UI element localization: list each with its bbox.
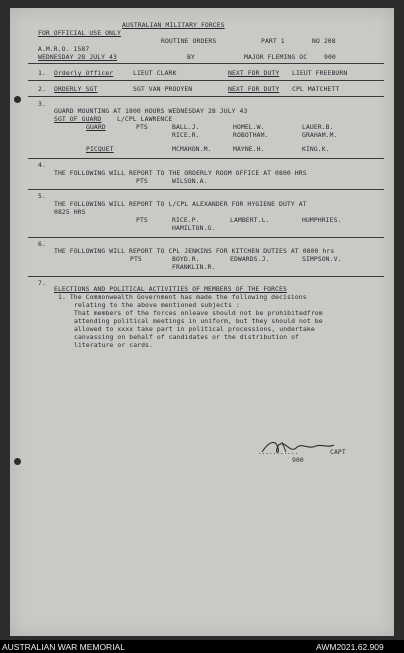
- body-line: allowed to xxxx take part in political processions, undertake: [74, 325, 315, 333]
- body-line: attending political meetings in uniform, but they should not be: [74, 317, 323, 325]
- classification: FOR OFFICIAL USE ONLY: [38, 29, 121, 37]
- divider: [28, 237, 384, 238]
- divider: [28, 276, 384, 277]
- item-text: 0825 HRS: [54, 208, 86, 216]
- doc-type: ROUTINE ORDERS: [161, 37, 217, 45]
- punch-hole: [14, 96, 21, 103]
- item-text: THE FOLLOWING WILL REPORT TO THE ORDERLY ROOM OFFICE AT 0800 HRS: [54, 169, 307, 177]
- body-line: That members of the forces onleave should not be prohibitedfrom: [74, 309, 323, 317]
- assigned-name: EDWARDS.J.: [230, 255, 270, 263]
- duty-role: Orderly Officer: [54, 69, 114, 77]
- next-for-duty-label: NEXT FOR DUTY: [228, 69, 280, 77]
- pts-label: PTS: [136, 216, 148, 224]
- guard-name: HOMEL.W.: [233, 123, 265, 131]
- assigned-name: HAMILTON.G.: [172, 224, 216, 232]
- pts-label: PTS: [136, 123, 148, 131]
- pts-label: PTS: [136, 177, 148, 185]
- guard-name: LAUER.B.: [302, 123, 334, 131]
- picquet-name: MAYNE.H.: [233, 145, 265, 153]
- org-title: AUSTRALIAN MILITARY FORCES: [122, 21, 225, 29]
- duty-role: ORDERLY SGT: [54, 85, 98, 93]
- guard-name: GRAHAM.M.: [302, 131, 338, 139]
- pts-label: PTS: [130, 255, 142, 263]
- signatory-rank: CAPT: [330, 448, 346, 456]
- date-line: WEDNESDAY 28 JULY 43: [38, 53, 117, 61]
- item-number: 1.: [38, 69, 46, 77]
- item-number: 2.: [38, 85, 46, 93]
- item-number: 6.: [38, 240, 46, 248]
- body-line: canvassing on behalf of candidates or the distribution of: [74, 333, 300, 341]
- signature-dots: ...........: [258, 448, 299, 456]
- item-number: 5.: [38, 192, 46, 200]
- next-duty-name: LIEUT FREEBURN: [292, 69, 348, 77]
- amro-reference: A.M.R.O. 1587: [38, 45, 90, 53]
- divider: [28, 96, 384, 97]
- guard-name: RICE.R.: [172, 131, 200, 139]
- divider: [28, 63, 384, 64]
- body-line: 1. The Commonwealth Government has made the following decisions: [58, 293, 307, 301]
- sgt-of-guard-name: L/CPL LAWRENCE: [117, 115, 173, 123]
- next-duty-name: CPL MATCHETT: [292, 85, 340, 93]
- guard-mounting-intro: GUARD MOUNTING AT 1800 HOURS WEDNESDAY 28 JULY 43: [54, 107, 248, 115]
- duty-name: LIEUT CLARK: [133, 69, 177, 77]
- part: PART 1: [261, 37, 285, 45]
- picquet-name: MCMAHON.M.: [172, 145, 212, 153]
- assigned-name: HUMPHRIES.: [302, 216, 342, 224]
- assigned-name: RICE.P.: [172, 216, 200, 224]
- body-line: relating to the above mentioned subjects :: [74, 301, 240, 309]
- authority: MAJOR FLEMING OC: [244, 53, 308, 61]
- next-for-duty-label: NEXT FOR DUTY: [228, 85, 280, 93]
- sgt-of-guard-label: SGT OF GUARD: [54, 115, 102, 123]
- body-line: literature or cards.: [74, 341, 153, 349]
- guard-label: GUARD: [86, 123, 106, 131]
- section-heading: ELECTIONS AND POLITICAL ACTIVITIES OF MEMBERS OF THE FORCES: [54, 285, 287, 293]
- divider: [28, 158, 384, 159]
- order-number: NO 208: [312, 37, 336, 45]
- assigned-name: WILSON.A.: [172, 177, 208, 185]
- divider: [28, 189, 384, 190]
- item-text: THE FOLLOWING WILL REPORT TO L/CPL ALEXANDER FOR HYGIENE DUTY AT: [54, 200, 307, 208]
- signatory-unit: 900: [292, 456, 304, 464]
- assigned-name: LAMBERT.L.: [230, 216, 270, 224]
- item-number: 7.: [38, 279, 46, 287]
- item-number: 4.: [38, 161, 46, 169]
- divider: [28, 80, 384, 81]
- by-label: BY: [187, 53, 195, 61]
- guard-name: ROBOTHAM.: [233, 131, 269, 139]
- unit-number: 900: [324, 53, 336, 61]
- assigned-name: FRANKLIN.R.: [172, 263, 216, 271]
- assigned-name: BOYD.R.: [172, 255, 200, 263]
- picquet-name: KING.K.: [302, 145, 330, 153]
- footer-institution: AUSTRALIAN WAR MEMORIAL: [2, 642, 125, 652]
- punch-hole: [14, 458, 21, 465]
- duty-name: SGT VAN PROOYEN: [133, 85, 193, 93]
- footer-accession-number: AWM2021.62.909: [316, 642, 384, 652]
- picquet-label: PICQUET: [86, 145, 114, 153]
- item-number: 3.: [38, 100, 46, 108]
- assigned-name: SIMPSON.V.: [302, 255, 342, 263]
- item-text: THE FOLLOWING WILL REPORT TO CPL JENKINS FOR KITCHEN DUTIES AT 0800 hrs: [54, 247, 335, 255]
- guard-name: BALL.J.: [172, 123, 200, 131]
